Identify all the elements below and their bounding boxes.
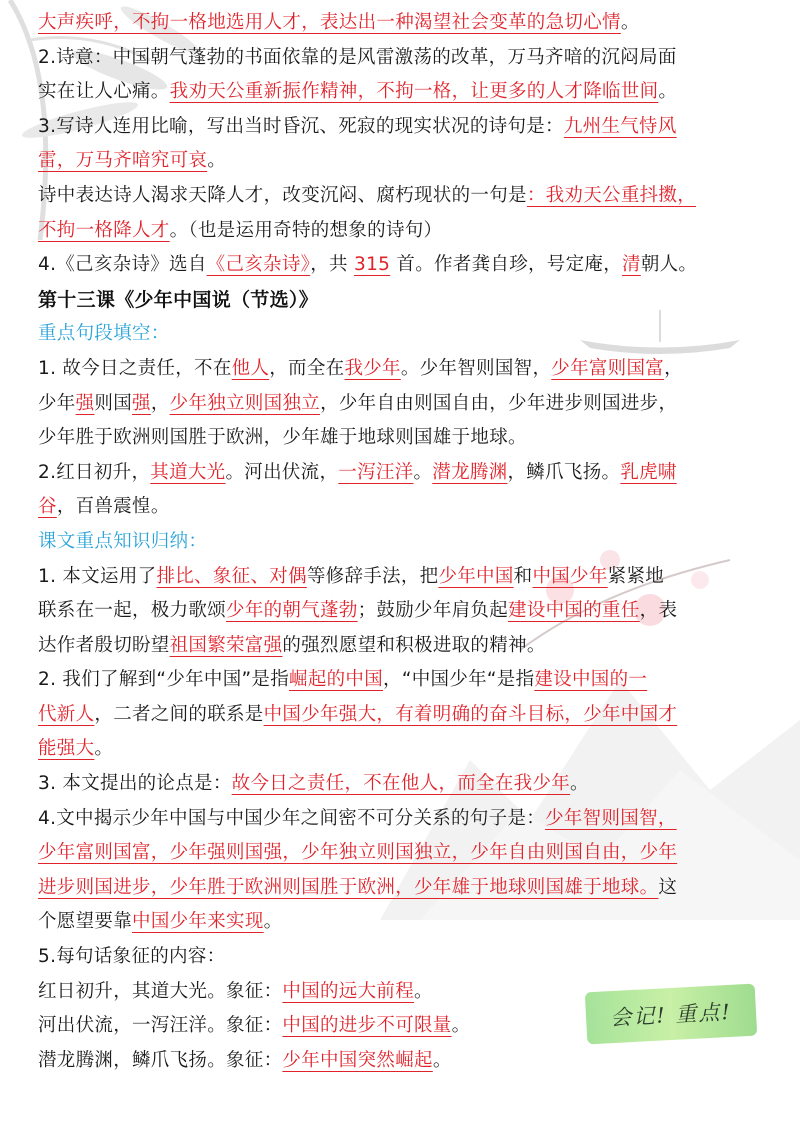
text-segment: 的强烈愿望和积极进取的精神。 [282,634,546,656]
subheading-text: 重点句段填空： [38,323,170,345]
answer-text: 潜龙腾渊 [432,461,508,483]
answer-text: 雷，万马齐喑究可哀 [38,150,208,172]
answer-text: 建设中国的一 [534,669,648,691]
text-line [38,214,768,249]
text-segment: 。河出伏流， [225,461,339,483]
text-segment: 。 [94,738,114,760]
answer-text: 中国少年强大，有着明确的奋斗目标，少年中国才 [263,703,678,725]
text-segment: 红日初升，其道大光。象征： [38,980,283,1002]
text-line [38,144,768,179]
text-segment: 联系在一起，极力歌颂 [38,600,227,622]
text-line [38,663,768,698]
text-segment: ；鼓励少年肩负起 [357,600,509,622]
text-segment: ，而全在 [269,357,345,379]
key-point-sticker [585,984,757,1045]
text-segment: 少年胜于欧洲则国胜于欧洲，少年雄于地球则国雄于地球。 [38,427,527,449]
text-segment: ，表 [639,600,678,622]
text-segment: ，共 [310,254,354,276]
text-line [38,767,768,802]
text-segment: 。 [620,12,640,33]
answer-text: 中国少年 [532,565,608,587]
text-segment: 朝人。 [640,254,698,276]
subheading-text: 课文重点知识归纳： [38,530,208,552]
answer-text: 《己亥杂诗》 [206,254,311,276]
text-segment: 。少年智则国智， [400,357,552,379]
answer-text: 故今日之责任，不在他人，而全在我少年 [231,773,571,795]
answer-text: 能强大 [38,738,95,760]
text-segment: 紧紧地 [607,565,665,587]
text-line [38,387,768,422]
answer-text: 强 [132,392,151,414]
text-line [38,75,768,110]
text-segment: 。 [658,81,678,103]
answer-text: 少年中国 [438,565,514,587]
text-segment: 2.诗意：中国朝气蓬勃的书面依靠的是风雷激荡的改革，万马齐喑的沉闷局面 [38,46,677,68]
text-line [38,940,768,975]
text-line [38,6,768,41]
text-segment: ， [664,357,683,379]
answer-text: ：我劝天公重抖擞， [526,184,697,206]
answer-text: 进步则国进步，少年胜于欧洲则国胜于欧洲，少年雄于地球则国雄于地球。 [38,876,659,898]
text-line [38,836,768,871]
text-segment: 达作者殷切盼望 [38,634,170,656]
text-line [38,871,768,906]
text-segment: 1. 本文运用了 [38,565,157,587]
section-subheading [38,525,768,560]
answer-text: 少年独立则国独立 [169,392,321,414]
answer-text: 祖国繁荣富强 [169,634,283,656]
text-line [38,352,768,387]
text-segment: 。 [207,150,227,172]
answer-text: 大声疾呼，不拘一格地选用人才，表达出一种渴望社会变革的急切心情 [38,12,621,33]
text-line [38,594,768,629]
text-line [38,248,768,283]
answer-text: 中国的进步不可限量 [282,1015,452,1037]
answer-text: 少年智则国智， [545,807,677,829]
text-line [38,560,768,595]
text-segment: 4.《己亥杂诗》选自 [38,254,207,276]
text-segment: 实在让人心痛。 [38,81,170,103]
sticker-text: 会记! 重点! [609,999,733,1031]
answer-text: 少年富则国富，少年强则国强，少年独立则国独立，少年自由则国自由，少年 [38,842,678,864]
text-segment: 3.写诗人连用比喻，写出当时昏沉、死寂的现实状况的诗句是： [38,115,564,137]
answer-text: 一泻汪洋 [338,461,414,483]
answer-text: 我劝天公重新振作精神，不拘一格，让更多的人才降临世间 [169,81,659,103]
text-segment: 。 [263,911,283,933]
text-line [38,421,768,456]
answer-text: 中国少年来实现 [132,911,264,933]
text-segment: ， [150,392,170,414]
text-segment: 和 [513,565,533,587]
text-segment: ，“中国少年“是指 [383,669,535,691]
text-segment: 1. 故今日之责任，不在 [38,357,232,379]
text-segment: 。 [451,1015,471,1037]
text-segment: 诗中表达诗人渴求天降人才，改变沉闷、腐朽现状的一句是 [38,184,527,206]
text-line [38,629,768,664]
text-line [38,456,768,491]
answer-text: 不拘一格降人才 [38,219,170,241]
answer-text: 代新人 [38,703,95,725]
text-segment: 少年 [38,392,76,414]
text-line [38,905,768,940]
answer-text: 少年的朝气蓬勃 [226,600,358,622]
text-segment: 河出伏流，一泻汪洋。象征： [38,1015,283,1037]
text-line [38,732,768,767]
text-segment: ，二者之间的联系是 [94,703,264,725]
answer-text: 排比、象征、对偶 [156,565,307,587]
answer-text: 九州生气恃风 [563,115,677,137]
text-segment: 这 [658,876,678,898]
text-segment: 首。作者龚自珍，号定庵， [390,254,623,276]
text-segment: 。（也是运用奇特的想象的诗句） [169,219,443,241]
answer-text: 崛起的中国 [289,669,384,691]
answer-text: 其道大光 [150,461,226,483]
answer-text: 建设中国的重任 [508,600,640,622]
answer-text: 他人 [231,357,270,379]
text-segment: 。 [432,1049,452,1071]
text-segment: 2.红日初升， [38,461,151,483]
text-segment: 个愿望要靠 [38,911,133,933]
text-segment: 5.每句话象征的内容： [38,946,226,968]
text-segment: 等修辞手法，把 [306,565,439,587]
answer-text: 乳虎啸 [620,461,677,483]
section-subheading [38,317,768,352]
answer-text: 少年中国突然崛起 [282,1049,433,1071]
text-segment: 。 [413,461,433,483]
text-segment: 2. 我们了解到“少年中国”是指 [38,669,290,691]
answer-text: 谷 [38,496,57,518]
text-segment: 3. 本文提出的论点是： [38,773,232,795]
lesson-title-text: 第十三课《少年中国说（节选）》 [38,288,319,311]
text-line [38,110,768,145]
worksheet-content [38,6,768,1078]
answer-text: 我少年 [344,357,401,379]
answer-text: 清 [622,254,641,276]
answer-text: 315 [354,254,391,276]
text-line [38,1044,768,1079]
text-segment: ，鳞爪飞扬。 [507,461,621,483]
text-line [38,490,768,525]
answer-text: 中国的远大前程 [282,980,415,1002]
text-segment: ，少年自由则国自由，少年进步则国进步， [320,392,678,414]
text-segment: 潜龙腾渊，鳞爪飞扬。象征： [38,1049,283,1071]
answer-text: 少年富则国富 [551,357,665,379]
text-line [38,41,768,76]
text-line [38,698,768,733]
text-line [38,179,768,214]
text-segment: 。 [570,773,589,795]
text-segment: 4.文中揭示少年中国与中国少年之间密不可分关系的句子是： [38,807,546,829]
text-segment: 则国 [94,392,133,414]
lesson-title [38,283,768,318]
text-line [38,802,768,837]
text-segment: ，百兽震惶。 [56,496,170,518]
answer-text: 强 [75,392,95,414]
text-segment: 。 [414,980,433,1002]
